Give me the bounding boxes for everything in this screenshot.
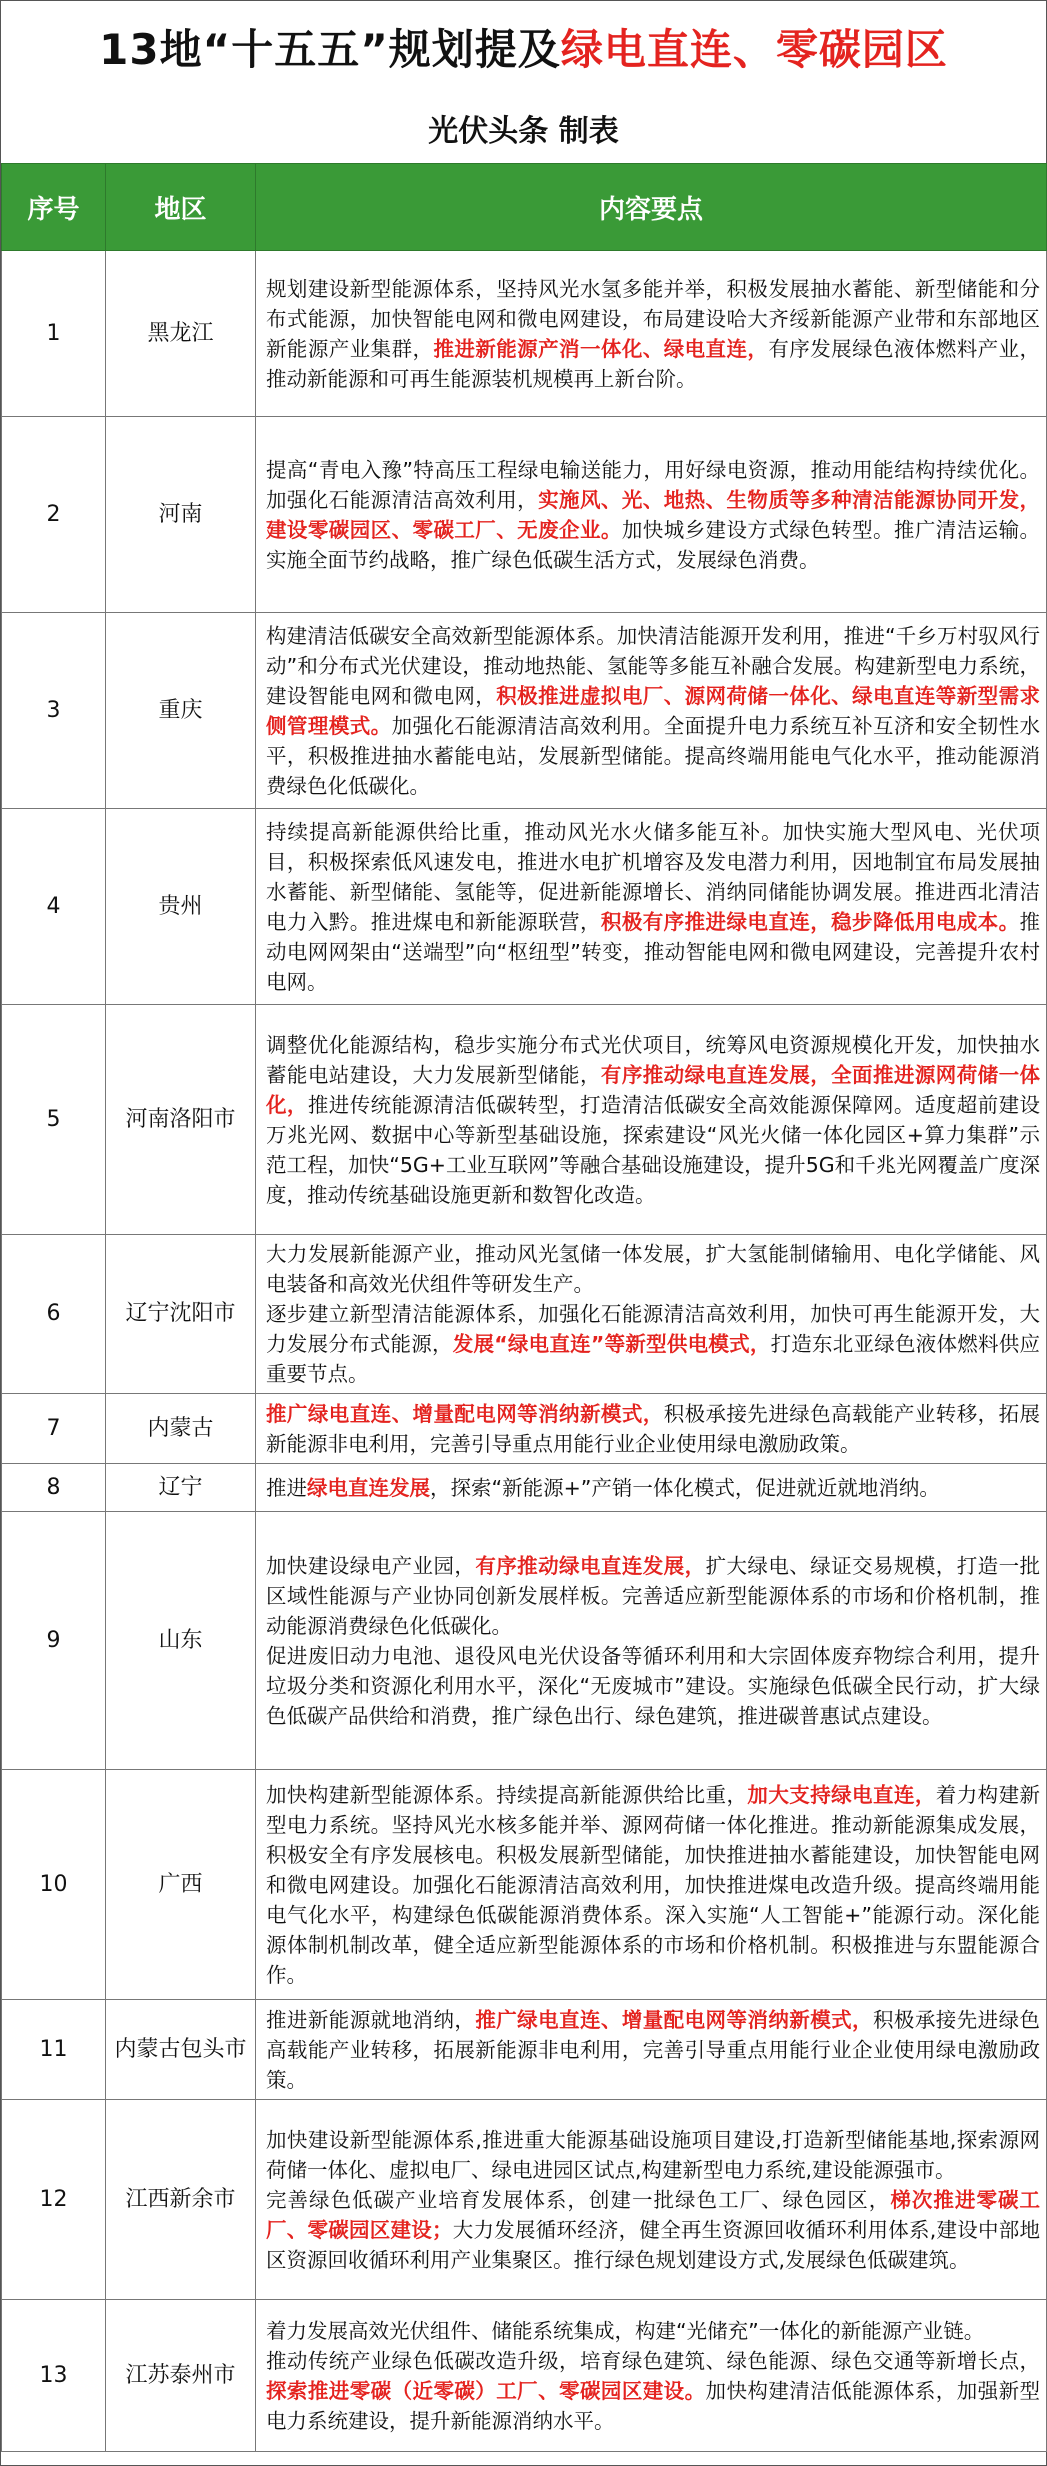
row-content bbox=[256, 2100, 1047, 2300]
content-paragraph bbox=[266, 1641, 1040, 1731]
content-paragraph bbox=[266, 2316, 1040, 2346]
row-index: 4 bbox=[2, 809, 106, 1005]
content-text: 加快建设新型能源体系,推进重大能源基础设施项目建设,打造新型储能基地,探索源网荷储一体化、虚拟电厂、绿电进园区试点,构建新型电力系统,建设能源强市。 bbox=[266, 2127, 1040, 2182]
row-index: 3 bbox=[2, 613, 106, 809]
table-row bbox=[2, 2000, 1047, 2100]
content-text: ，探索“新能源+”产销一体化模式，促进就近就地消纳。 bbox=[430, 1475, 940, 1500]
highlight-text: 发展“绿电直连”等新型供电模式， bbox=[452, 1332, 771, 1356]
content-text: 加快城乡建设方式绿色转型。推广清洁运输。实施全面节约战略，推广绿色低碳生活方式，发展绿色消费。 bbox=[266, 517, 1041, 572]
content-text: 推进新能源就地消纳， bbox=[266, 2007, 476, 2032]
content-text: 加快构建新型能源体系。持续提高新能源供给比重， bbox=[266, 1782, 748, 1807]
content-text: 积极承接先进绿色高载能产业转移，拓展新能源非电利用，完善引导重点用能行业企业使用绿电激励政策。 bbox=[266, 1401, 1041, 1456]
table-row bbox=[2, 251, 1047, 417]
row-region: 内蒙古 bbox=[106, 1394, 256, 1464]
content-text: 大力发展循环经济，健全再生资源回收循环利用体系,建设中部地区资源回收循环利用产业集聚区。推行绿色规划建设方式,发展绿色低碳建筑。 bbox=[266, 2217, 1041, 2272]
header-content: 内容要点 bbox=[256, 164, 1047, 251]
content-paragraph bbox=[266, 1239, 1040, 1299]
row-index: 6 bbox=[2, 1235, 106, 1394]
table-row bbox=[2, 1005, 1047, 1235]
table-row bbox=[2, 1394, 1047, 1464]
content-text: 有序发展绿色液体燃料产业，推动新能源和可再生能源装机规模再上新台阶。 bbox=[266, 336, 1041, 391]
content-text: 加快建设绿电产业园， bbox=[266, 1553, 476, 1578]
table-row bbox=[2, 2300, 1047, 2452]
content-paragraph bbox=[266, 2346, 1040, 2436]
table-row bbox=[2, 417, 1047, 613]
row-content bbox=[256, 613, 1047, 809]
row-region: 山东 bbox=[106, 1512, 256, 1770]
content-text: 规划建设新型能源体系，坚持风光水氢多能并举，积极发展抽水蓄能、新型储能和分布式能源，加快智能电网和微电网建设，布局建设哈大齐绥新能源产业带和东部地区新能源产业集群， bbox=[266, 276, 1040, 361]
header-region: 地区 bbox=[106, 164, 256, 251]
row-index: 10 bbox=[2, 1770, 106, 2000]
content-text: 推进 bbox=[266, 1475, 307, 1500]
table-row bbox=[2, 809, 1047, 1005]
highlight-text: 绿电直连发展 bbox=[307, 1475, 430, 1500]
table-row bbox=[2, 1235, 1047, 1394]
content-paragraph bbox=[266, 2125, 1040, 2185]
row-index: 5 bbox=[2, 1005, 106, 1235]
content-text: 推动传统产业绿色低碳改造升级，培育绿色建筑、绿色能源、绿色交通等新增长点， bbox=[266, 2348, 1040, 2373]
row-content bbox=[256, 417, 1047, 613]
row-content bbox=[256, 1770, 1047, 2000]
table-row bbox=[2, 1464, 1047, 1512]
table-row bbox=[2, 1512, 1047, 1770]
content-text: 逐步建立新型清洁能源体系，加强化石能源清洁高效利用，加快可再生能源开发，大力发展分布式能源， bbox=[266, 1302, 1040, 1356]
content-paragraph bbox=[266, 1473, 1040, 1503]
row-region: 黑龙江 bbox=[106, 251, 256, 417]
table-header-row bbox=[2, 164, 1047, 251]
row-index: 11 bbox=[2, 2000, 106, 2100]
content-text: 促进废旧动力电池、退役风电光伏设备等循环利用和大宗固体废弃物综合利用，提升垃圾分类和资源化利用水平，深化“无废城市”建设。实施绿色低碳全民行动，扩大绿色低碳产品供给和消费，推广绿色出行、绿色建筑，推进碳普惠试点建设。 bbox=[266, 1643, 1040, 1728]
table-body bbox=[2, 251, 1047, 2452]
row-content bbox=[256, 1235, 1047, 1394]
row-region: 河南 bbox=[106, 417, 256, 613]
row-region: 重庆 bbox=[106, 613, 256, 809]
row-index: 12 bbox=[2, 2100, 106, 2300]
content-paragraph bbox=[266, 274, 1040, 394]
row-content bbox=[256, 809, 1047, 1005]
highlight-text: 推广绿电直连、增量配电网等消纳新模式， bbox=[266, 1401, 664, 1426]
content-text: 推动电网网架由“送端型”向“枢纽型”转变，推动智能电网和微电网建设，完善提升农村电网。 bbox=[266, 909, 1041, 994]
row-region: 广西 bbox=[106, 1770, 256, 2000]
row-region: 辽宁沈阳市 bbox=[106, 1235, 256, 1394]
row-index: 13 bbox=[2, 2300, 106, 2452]
row-index: 2 bbox=[2, 417, 106, 613]
header-index: 序号 bbox=[2, 164, 106, 251]
content-paragraph bbox=[266, 455, 1040, 575]
row-content bbox=[256, 1512, 1047, 1770]
row-content bbox=[256, 1394, 1047, 1464]
title-highlight: 绿电直连、零碳园区 bbox=[560, 25, 948, 74]
row-content bbox=[256, 251, 1047, 417]
content-text: 调整优化能源结构，稳步实施分布式光伏项目，统筹风电资源规模化开发，加快抽水蓄能电站建设，大力发展新型储能， bbox=[266, 1032, 1040, 1087]
page-subtitle: 光伏头条 制表 bbox=[428, 114, 619, 149]
content-text: 推进传统能源清洁低碳转型，打造清洁低碳安全高效能源保障网。适度超前建设万兆光网、数据中心等新型基础设施，探索建设“风光火储一体化园区+算力集群”示范工程，加快“5G+工业互联网”等融合基础设施建设，提升5G和千兆光网覆盖广度深度，推动传统基础设施更新和数智化改造。 bbox=[266, 1092, 1041, 1207]
page-title bbox=[1, 1, 1046, 93]
row-index: 1 bbox=[2, 251, 106, 417]
policy-table bbox=[1, 163, 1047, 2452]
row-region: 河南洛阳市 bbox=[106, 1005, 256, 1235]
highlight-text: 推进新能源产消一体化、绿电直连， bbox=[433, 336, 769, 361]
row-region: 江苏泰州市 bbox=[106, 2300, 256, 2452]
row-region: 内蒙古包头市 bbox=[106, 2000, 256, 2100]
row-content bbox=[256, 2300, 1047, 2452]
content-paragraph bbox=[266, 2005, 1040, 2095]
highlight-text: 积极推进虚拟电厂、源网荷储一体化、绿电直连等新型需求侧管理模式。 bbox=[266, 683, 1041, 738]
highlight-text: 有序推动绿电直连发展，全面推进源网荷储一体化， bbox=[266, 1062, 1041, 1117]
highlight-text: 加大支持绿电直连， bbox=[747, 1782, 936, 1807]
row-content bbox=[256, 1005, 1047, 1235]
content-text: 着力构建新型电力系统。坚持风光水核多能并举、源网荷储一体化推进。推动新能源集成发展，积极安全有序发展核电。积极发展新型储能，加快推进抽水蓄能建设，加快智能电网和微电网建设。加强化石能源清洁高效利用，加快推进煤电改造升级。提高终端用能电气化水平，构建绿色低碳能源消费体系。深入实施“人工智能+”能源行动。深化能源体制机制改革，健全适应新型能源体系的市场和价格机制。积极推进与东盟能源合作。 bbox=[266, 1782, 1041, 1987]
highlight-text: 积极有序推进绿电直连，稳步降低用电成本。 bbox=[600, 909, 1020, 934]
content-paragraph bbox=[266, 2185, 1040, 2275]
content-text: 提高“青电入豫”特高压工程绿电输送能力，用好绿电资源，推动用能结构持续优化。加强化石能源清洁高效利用， bbox=[266, 457, 1040, 512]
table-row bbox=[2, 2100, 1047, 2300]
content-text: 扩大绿电、绿证交易规模，打造一批区域性能源与产业协同创新发展样板。完善适应新型能源体系的市场和价格机制，推动能源消费绿色化低碳化。 bbox=[266, 1553, 1041, 1638]
row-index: 8 bbox=[2, 1464, 106, 1512]
content-text: 持续提高新能源供给比重，推动风光水火储多能互补。加快实施大型风电、光伏项目，积极探索低风速发电，推进水电扩机增容及发电潜力利用，因地制宜布局发展抽水蓄能、新型储能、氢能等，促进新能源增长、消纳同储能协调发展。推进西北清洁电力入黔。推进煤电和新能源联营， bbox=[266, 819, 1040, 934]
content-paragraph bbox=[266, 1030, 1040, 1210]
row-region: 贵州 bbox=[106, 809, 256, 1005]
row-content bbox=[256, 1464, 1047, 1512]
row-content bbox=[256, 2000, 1047, 2100]
content-text: 构建清洁低碳安全高效新型能源体系。加快清洁能源开发利用，推进“千乡万村驭风行动”和分布式光伏建设，推动地热能、氢能等多能互补融合发展。构建新型电力系统，建设智能电网和微电网， bbox=[266, 623, 1040, 708]
content-paragraph bbox=[266, 817, 1040, 997]
highlight-text: 梯次推进零碳工厂、零碳园区建设； bbox=[266, 2187, 1040, 2242]
content-text: 着力发展高效光伏组件、储能系统集成，构建“光储充”一体化的新能源产业链。 bbox=[266, 2318, 985, 2343]
content-paragraph bbox=[266, 1299, 1040, 1389]
highlight-text: 实施风、光、地热、生物质等多种清洁能源协同开发，建设零碳园区、零碳工厂、无废企业。 bbox=[266, 487, 1041, 542]
highlight-text: 探索推进零碳（近零碳）工厂、零碳园区建设。 bbox=[266, 2378, 706, 2403]
content-text: 加快构建清洁低能源体系，加强新型电力系统建设，提升新能源消纳水平。 bbox=[266, 2378, 1041, 2433]
highlight-text: 推广绿电直连、增量配电网等消纳新模式， bbox=[475, 2007, 873, 2032]
content-paragraph bbox=[266, 1399, 1040, 1459]
content-paragraph bbox=[266, 621, 1040, 801]
highlight-text: 有序推动绿电直连发展， bbox=[475, 1553, 706, 1578]
title-prefix: 13地“十五五”规划提及 bbox=[99, 25, 561, 74]
content-text: 打造东北亚绿色液体燃料供应重要节点。 bbox=[266, 1332, 1040, 1386]
content-paragraph bbox=[266, 1780, 1040, 1990]
row-index: 9 bbox=[2, 1512, 106, 1770]
content-text: 积极承接先进绿色高载能产业转移，拓展新能源非电利用，完善引导重点用能行业企业使用绿电激励政策。 bbox=[266, 2007, 1041, 2092]
content-text: 大力发展新能源产业，推动风光氢储一体发展，扩大氢能制储输用、电化学储能、风电装备和高效光伏组件等研发生产。 bbox=[266, 1242, 1040, 1296]
content-text: 完善绿色低碳产业培育发展体系，创建一批绿色工厂、绿色园区， bbox=[266, 2187, 891, 2212]
table-row bbox=[2, 613, 1047, 809]
row-index: 7 bbox=[2, 1394, 106, 1464]
content-paragraph bbox=[266, 1551, 1040, 1641]
row-region: 江西新余市 bbox=[106, 2100, 256, 2300]
content-text: 加强化石能源清洁高效利用。全面提升电力系统互补互济和安全韧性水平，积极推进抽水蓄能电站，发展新型储能。提高终端用能电气化水平，推动能源消费绿色化低碳化。 bbox=[266, 713, 1041, 798]
row-region: 辽宁 bbox=[106, 1464, 256, 1512]
table-row bbox=[2, 1770, 1047, 2000]
